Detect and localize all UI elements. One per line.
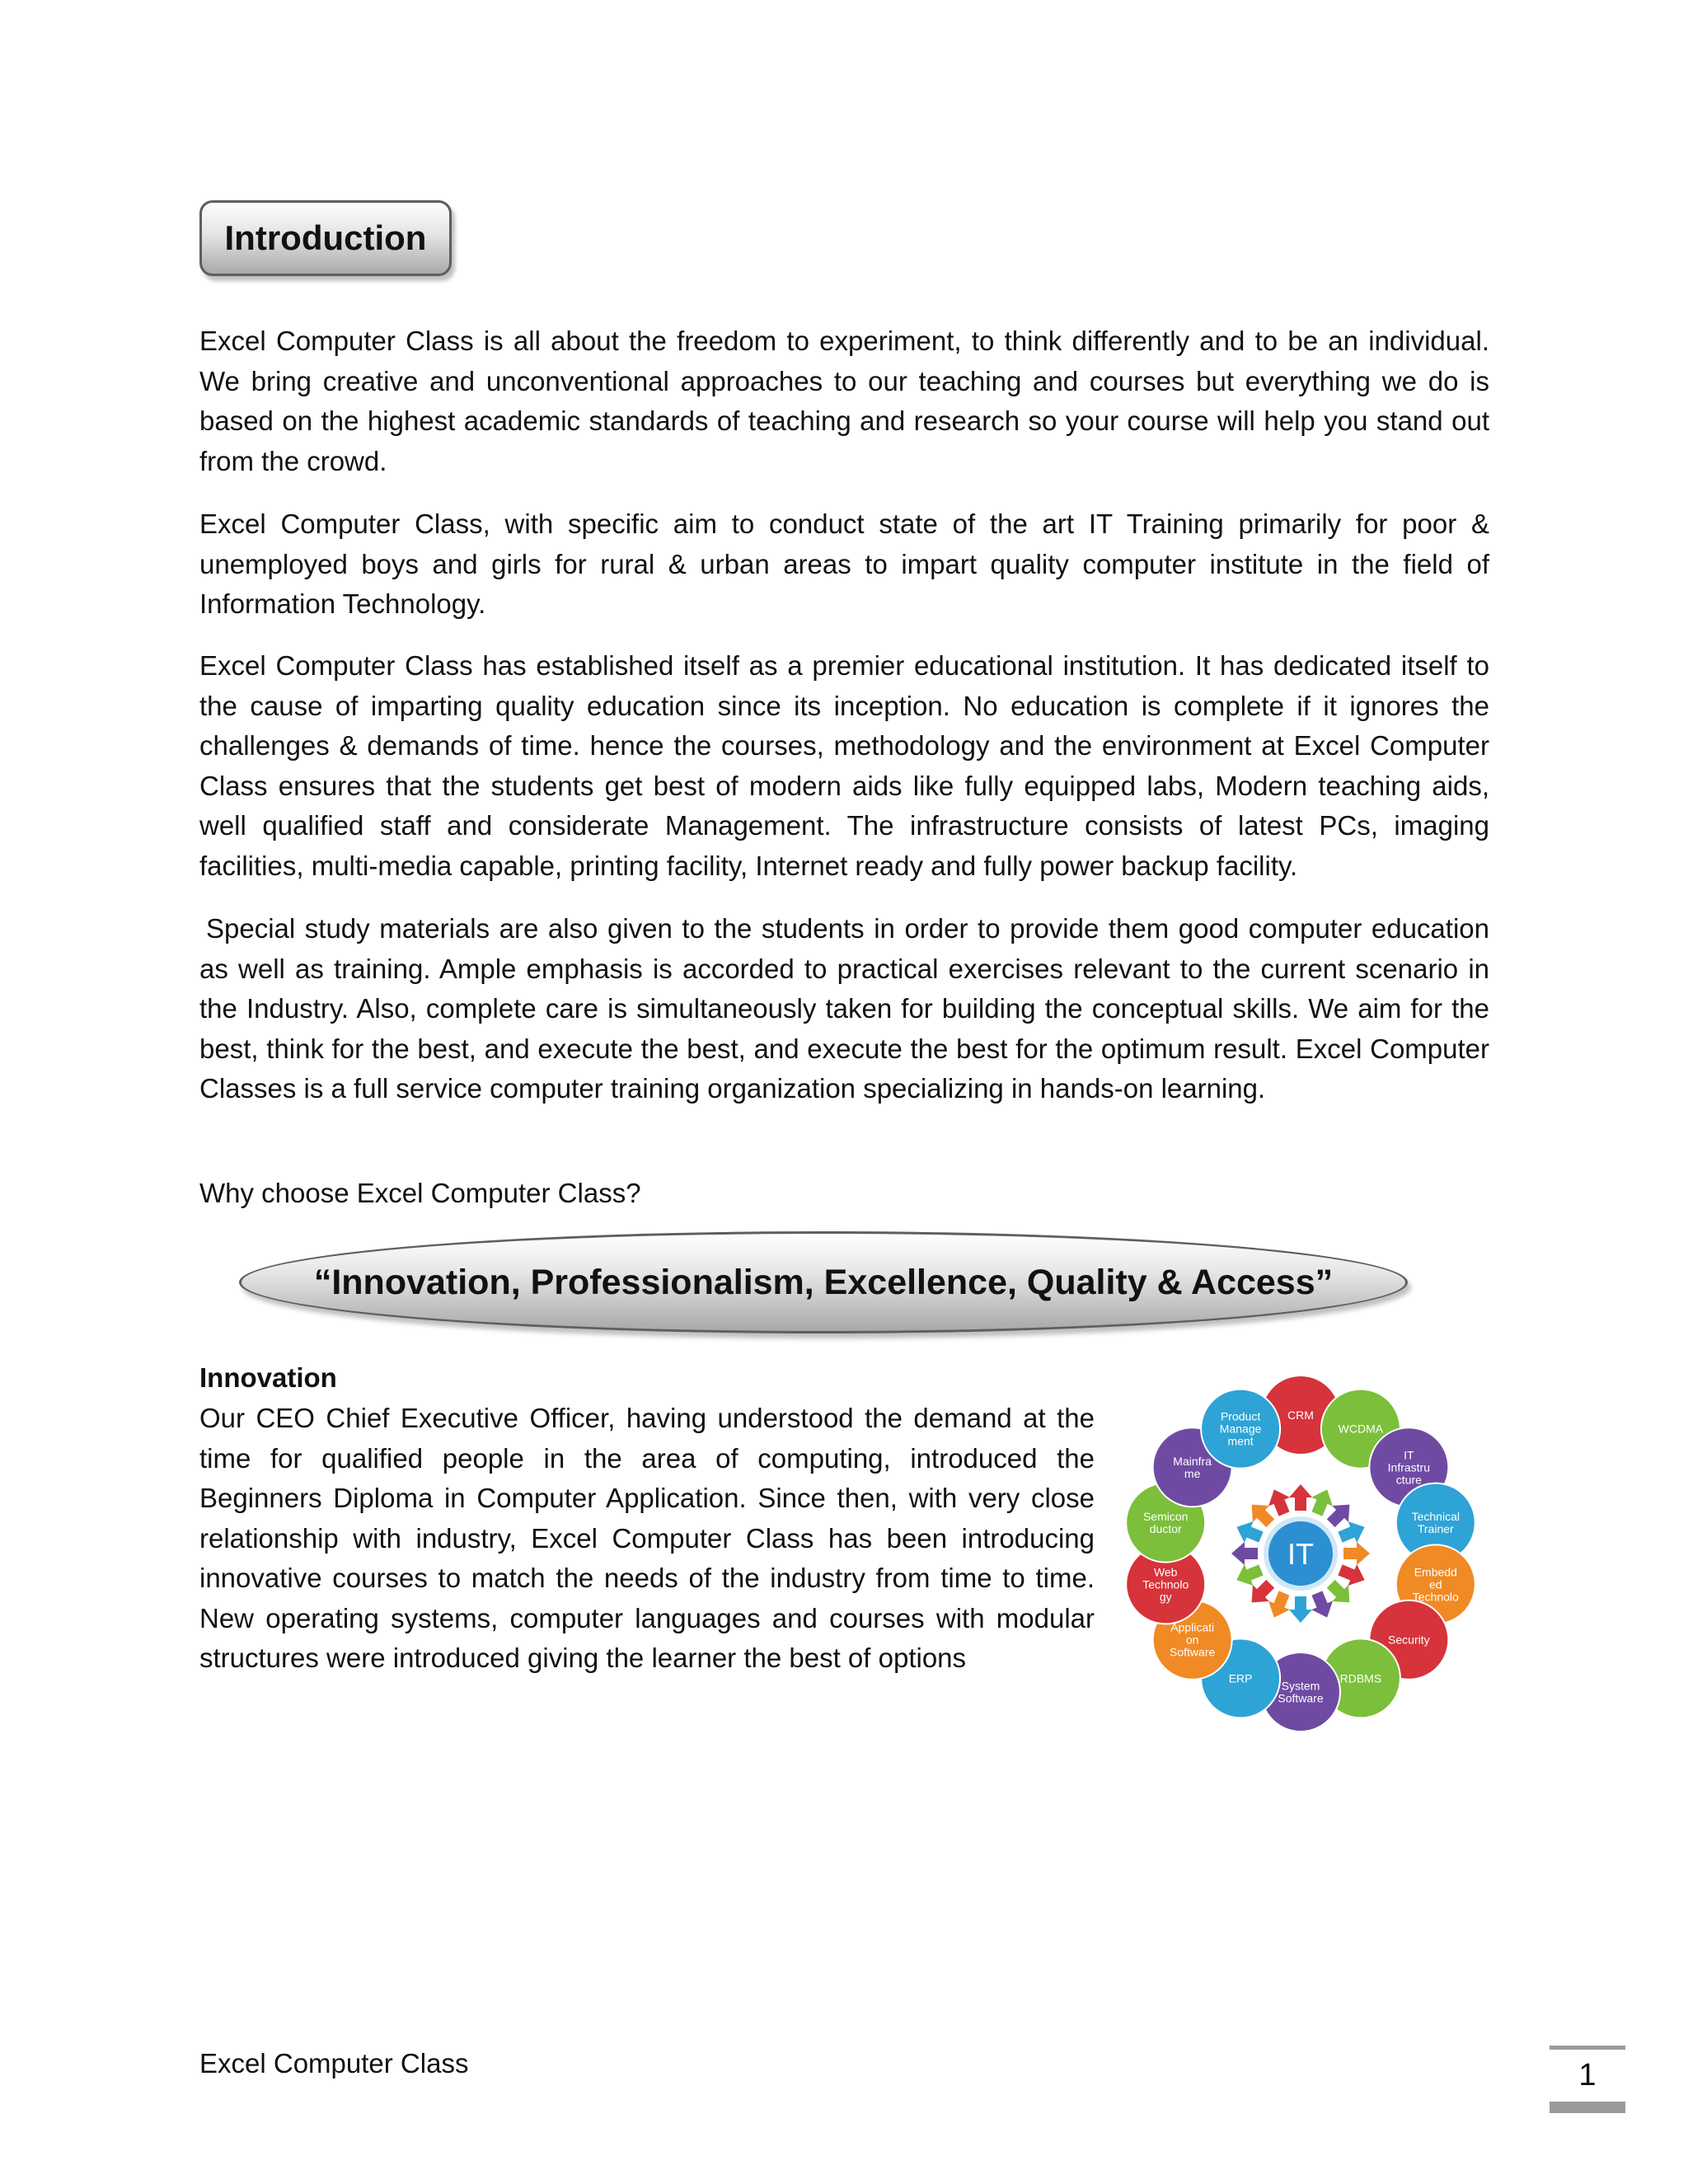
diagram-node-label: Technolo xyxy=(1142,1577,1189,1591)
footer-text: Excel Computer Class xyxy=(199,2048,469,2079)
diagram-arrow xyxy=(1343,1542,1370,1565)
why-choose-text: Why choose Excel Computer Class? xyxy=(199,1178,641,1208)
paragraph-text: Special study materials are also given to the students in order to provide them good computer education as well as training. Ample emphasis is accorded to practical exercises relevant to the current scenario in the Industry. Also, complete care is simultaneously taken for building the conceptual skills. We aim for the best, think for the best, and execute the best, and execute the best for the optimum result. Excel Computer Classes is a full service computer training organization specializing in hands-on learning. xyxy=(199,913,1489,1104)
page-number-box xyxy=(1550,2046,1625,2113)
diagram-node-label: Product xyxy=(1220,1409,1261,1423)
diagram-node-label: Security xyxy=(1388,1633,1430,1647)
motto-banner: “Innovation, Professionalism, Excellence, Quality & Access” xyxy=(239,1231,1408,1333)
diagram-node-label: Software xyxy=(1278,1691,1324,1705)
diagram-node-label: WCDMA xyxy=(1338,1422,1384,1436)
it-domains-diagram xyxy=(1119,1376,1482,1731)
intro-paragraph-1 xyxy=(199,321,1489,481)
diagram-node-label: Mainfra xyxy=(1173,1454,1212,1468)
section-heading: Introduction xyxy=(199,200,452,276)
diagram-node-label: Web xyxy=(1153,1565,1178,1579)
intro-paragraph-3 xyxy=(199,646,1489,886)
paragraph-text: Excel Computer Class is all about the freedom to experiment, to think differently and to be an individual. We bring creative and unconventional approaches to our teaching and courses but everything we do is based on the highest academic standards of teaching and research so your course will help you stand out from the crowd. xyxy=(199,326,1489,476)
diagram-node-label: Embedd xyxy=(1414,1565,1457,1579)
diagram-node-label: Technical xyxy=(1411,1510,1460,1524)
innovation-title: Innovation xyxy=(199,1362,337,1393)
diagram-node-label: Infrastru xyxy=(1387,1460,1431,1474)
diagram-node-label: ductor xyxy=(1149,1522,1182,1536)
diagram-node-label: Technolo xyxy=(1412,1590,1459,1604)
diagram-node-label: System xyxy=(1281,1679,1320,1693)
why-choose-line xyxy=(199,1174,1489,1214)
diagram-node-label: Applicati xyxy=(1170,1620,1215,1634)
diagram-node-label: Software xyxy=(1170,1645,1216,1659)
diagram-node-label: ERP xyxy=(1228,1671,1253,1685)
diagram-node-label: ed xyxy=(1428,1577,1442,1591)
diagram-node-label: Manage xyxy=(1219,1422,1262,1436)
paragraph-text: Excel Computer Class has established itself as a premier educational institution. It has dedicated itself to the cause of imparting quality education since its inception. No education is complete if it ignores the challenges & demands of time. hence the courses, methodology and the environment at Excel Computer Class ensures that the students get best of modern aids like fully equipped labs, Modern teaching aids, well qualified staff and considerate Management. The infrastructure consists of latest PCs, imaging facilities, multi-media capable, printing facility, Internet ready and fully power backup facility. xyxy=(199,650,1489,881)
intro-paragraph-2 xyxy=(199,504,1489,625)
diagram-node-label: ment xyxy=(1227,1434,1254,1448)
page-number-bottom-bar xyxy=(1550,2102,1625,2113)
page-number: 1 xyxy=(1578,2058,1597,2093)
diagram-node-label: cture xyxy=(1395,1473,1422,1487)
diagram-arrow xyxy=(1231,1542,1258,1565)
intro-paragraph-4 xyxy=(199,909,1489,1109)
paragraph-text: Excel Computer Class, with specific aim to conduct state of the art IT Training primarily for poor & unemployed boys and girls for rural & urban areas to impart quality computer institute in the field of Information Technology. xyxy=(199,509,1489,619)
diagram-node-label: me xyxy=(1184,1466,1201,1480)
diagram-arrow xyxy=(1289,1484,1312,1511)
it-center-label: IT xyxy=(1287,1537,1314,1571)
diagram-node-label: CRM xyxy=(1287,1408,1314,1422)
diagram-node-label: Semicon xyxy=(1142,1510,1189,1524)
diagram-node-label: IT xyxy=(1404,1448,1414,1462)
diagram-node-label: Trainer xyxy=(1417,1522,1454,1536)
innovation-text: Our CEO Chief Executive Officer, having understood the demand at the time for qualified people in the area of computing, introduced the Beginners Diploma in Computer Application. Since then, with very close relationship with industry, Excel Computer Class has been introducing innovative courses to match the needs of the industry from time to time. New operating systems, computer languages and courses with modular structures were introduced giving the learner the best of options xyxy=(199,1403,1095,1673)
diagram-node-label: on xyxy=(1185,1633,1199,1647)
diagram-node-label: RDBMS xyxy=(1339,1671,1382,1685)
diagram-node-label: gy xyxy=(1159,1590,1172,1604)
diagram-arrow xyxy=(1289,1596,1312,1623)
diagram-node xyxy=(1201,1390,1280,1469)
page-number-top-rule xyxy=(1550,2046,1625,2050)
